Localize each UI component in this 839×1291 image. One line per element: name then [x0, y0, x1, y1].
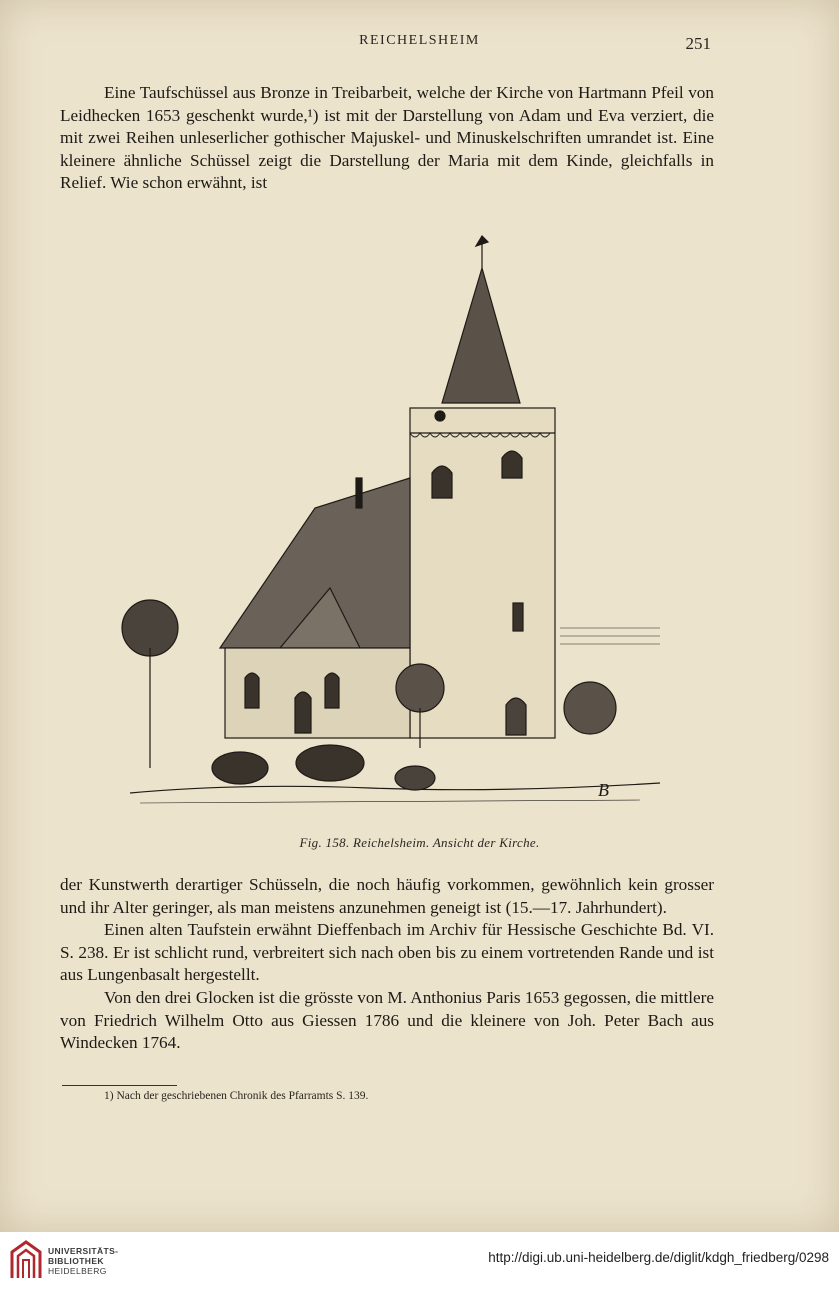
church-drawing [120, 208, 670, 818]
running-title: REICHELSHEIM [359, 33, 480, 48]
paragraph-value: der Kunstwerth derartiger Schüsseln, die noch häufig vorkommen, gewöhnlich kein grosser und ihr Alter geringer, als man meistens anzunehmen geneigt ist (15.—17. Jahrhundert). [60, 875, 714, 917]
paragraph-font-stone: Einen alten Taufstein erwähnt Dieffenbach im Archiv für Hessische Geschichte Bd. VI. S. 238. Er ist schlicht rund, verbreitert sich nach oben bis zu einem vortretenden Rande und ist aus Lungenbasalt hergestellt. [60, 920, 714, 985]
footnote-rule [62, 1085, 177, 1086]
paragraph-bells: Von den drei Glocken ist die grösste von M. Anthonius Paris 1653 gegossen, die mittlere von Friedrich Wilhelm Otto aus Giessen 1786 und die kleinere von Joh. Peter Bach aus Windecken 1764. [60, 987, 714, 1053]
paragraph-baptismal-bowl: Eine Taufschüssel aus Bronze in Treibarbeit, welche der Kirche von Hartmann Pfeil von Leidhecken 1653 geschenkt wurde,¹) ist mit der Darstellung von Adam und Eva verziert, die mit zwei Reihen unleserlicher gothischer Majuskel- und Minuskelschriften umrandet ist. Eine kleinere ähnliche Schüssel zeigt die Darstellung der Maria mit dem Kinde, gleichfalls in Relief. Wie schon erwähnt, ist [60, 83, 714, 193]
source-url-link[interactable]: http://digi.ub.uni-heidelberg.de/diglit/kdgh_friedberg/0298 [488, 1250, 829, 1265]
top-text-block [60, 82, 714, 195]
figure-caption: Fig. 158. Reichelsheim. Ansicht der Kirche. [299, 835, 540, 850]
church-illustration [120, 208, 670, 818]
library-logo-icon [8, 1238, 44, 1282]
library-name-line3: HEIDELBERG [48, 1266, 107, 1276]
footnote: 1) Nach der geschriebenen Chronik des Pfarramts S. 139. [104, 1090, 369, 1102]
library-name-line2: BIBLIOTHEK [48, 1256, 104, 1266]
library-name-line1: UNIVERSITÄTS- [48, 1246, 119, 1256]
footer-bar [0, 1232, 839, 1291]
artist-signature: B [598, 780, 609, 800]
library-name [48, 1246, 118, 1276]
page-number: 251 [685, 34, 711, 53]
bottom-text-block [60, 874, 714, 1055]
